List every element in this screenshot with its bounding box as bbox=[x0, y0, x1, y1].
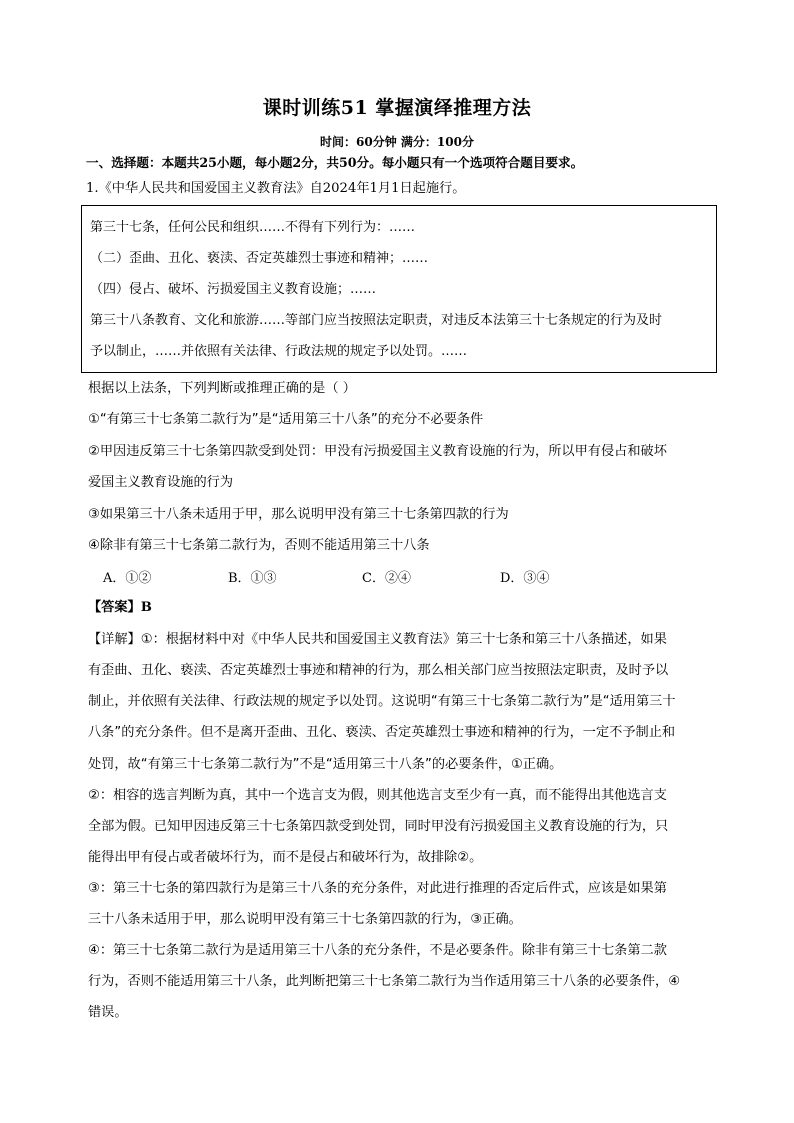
question-stem: 1.《中华人民共和国爱国主义教育法》自2024年1月1日起施行。 bbox=[86, 181, 466, 196]
detail-line: 三十八条未适用于甲，那么说明甲没有第三十七条第四款的行为，③正确。 bbox=[88, 912, 522, 927]
option-c: C．②④ bbox=[362, 571, 411, 586]
law-excerpt-box bbox=[81, 205, 717, 373]
excerpt-line: （四）侵占、破坏、污损爱国主义教育设施；…… bbox=[90, 282, 377, 297]
option-d: D．③④ bbox=[500, 571, 550, 586]
statement-item: ①“有第三十七条第二款行为”是“适用第三十八条”的充分不必要条件 bbox=[88, 412, 484, 427]
page-title: 课时训练51 掌握演绎推理方法 bbox=[262, 97, 532, 119]
question-prompt: 根据以上法条，下列判断或推理正确的是（ ） bbox=[88, 381, 356, 396]
excerpt-line: 第三十八条教育、文化和旅游……等部门应当按照法定职责，对违反本法第三十七条规定的行为及时 bbox=[90, 313, 663, 328]
detail-line: 【详解】①：根据材料中对《中华人民共和国爱国主义教育法》第三十七条和第三十八条描述，如果 bbox=[88, 632, 667, 647]
excerpt-line: 第三十七条，任何公民和组织……不得有下列行为：…… bbox=[90, 220, 416, 235]
excerpt-line: （二）歪曲、丑化、亵渎、否定英雄烈士事迹和精神；…… bbox=[90, 251, 429, 266]
option-a: A．①② bbox=[103, 571, 152, 586]
excerpt-line: 予以制止，……并依照有关法律、行政法规的规定予以处罚。…… bbox=[90, 344, 468, 359]
detail-line: ④：第三十七条第二款行为是适用第三十八条的充分条件，不是必要条件。除非有第三十七条第二款 bbox=[88, 943, 667, 958]
detail-line: 处罚，故“有第三十七条第二款行为”不是“适用第三十八条”的必要条件，①正确。 bbox=[88, 757, 563, 772]
detail-line: 制止，并依照有关法律、行政法规的规定予以处罚。这说明“有第三十七条第二款行为”是“适用第三十 bbox=[88, 694, 676, 709]
detail-line: 能得出甲有侵占或者破坏行为，而不是侵占和破坏行为，故排除②。 bbox=[88, 850, 483, 865]
detail-line: ③：第三十七条的第四款行为是第三十八条的充分条件，对此进行推理的否定后件式，应该是如果第 bbox=[88, 881, 667, 896]
detail-line: 全部为假。已知甲因违反第三十七条第四款受到处罚，同时甲没有污损爱国主义教育设施的行为，只 bbox=[88, 819, 669, 834]
detail-line: 错误。 bbox=[88, 1005, 128, 1020]
detail-line: ②：相容的选言判断为真，其中一个选言支为假，则其他选言支至少有一真，而不能得出其他选言支 bbox=[88, 788, 667, 803]
answer-label: 【答案】B bbox=[88, 600, 152, 615]
statement-item: ④除非有第三十七条第二款行为，否则不能适用第三十八条 bbox=[88, 538, 430, 553]
statement-item: ②甲因违反第三十七条第四款受到处罚：甲没有污损爱国主义教育设施的行为，所以甲有侵占和破坏 bbox=[88, 444, 667, 459]
detail-line: 八条”的充分条件。但不是离开歪曲、丑化、亵渎、否定英雄烈士事迹和精神的行为，一定不予制止和 bbox=[88, 725, 676, 740]
detail-line: 行为，否则不能适用第三十八条，此判断把第三十七条第二款行为当作适用第三十八条的必要条件，④ bbox=[88, 974, 681, 989]
detail-line: 有歪曲、丑化、亵渎、否定英雄烈士事迹和精神的行为，那么相关部门应当按照法定职责，及时予以 bbox=[88, 663, 669, 678]
exam-meta: 时间：60分钟 满分：100分 bbox=[320, 135, 474, 149]
option-b: B．①③ bbox=[228, 571, 277, 586]
section-heading: 一、选择题：本题共25小题，每小题2分，共50分。每小题只有一个选项符合题目要求。 bbox=[86, 155, 584, 170]
statement-item: ③如果第三十八条未适用于甲，那么说明甲没有第三十七条第四款的行为 bbox=[88, 507, 509, 522]
statement-item-continued: 爱国主义教育设施的行为 bbox=[88, 475, 234, 490]
